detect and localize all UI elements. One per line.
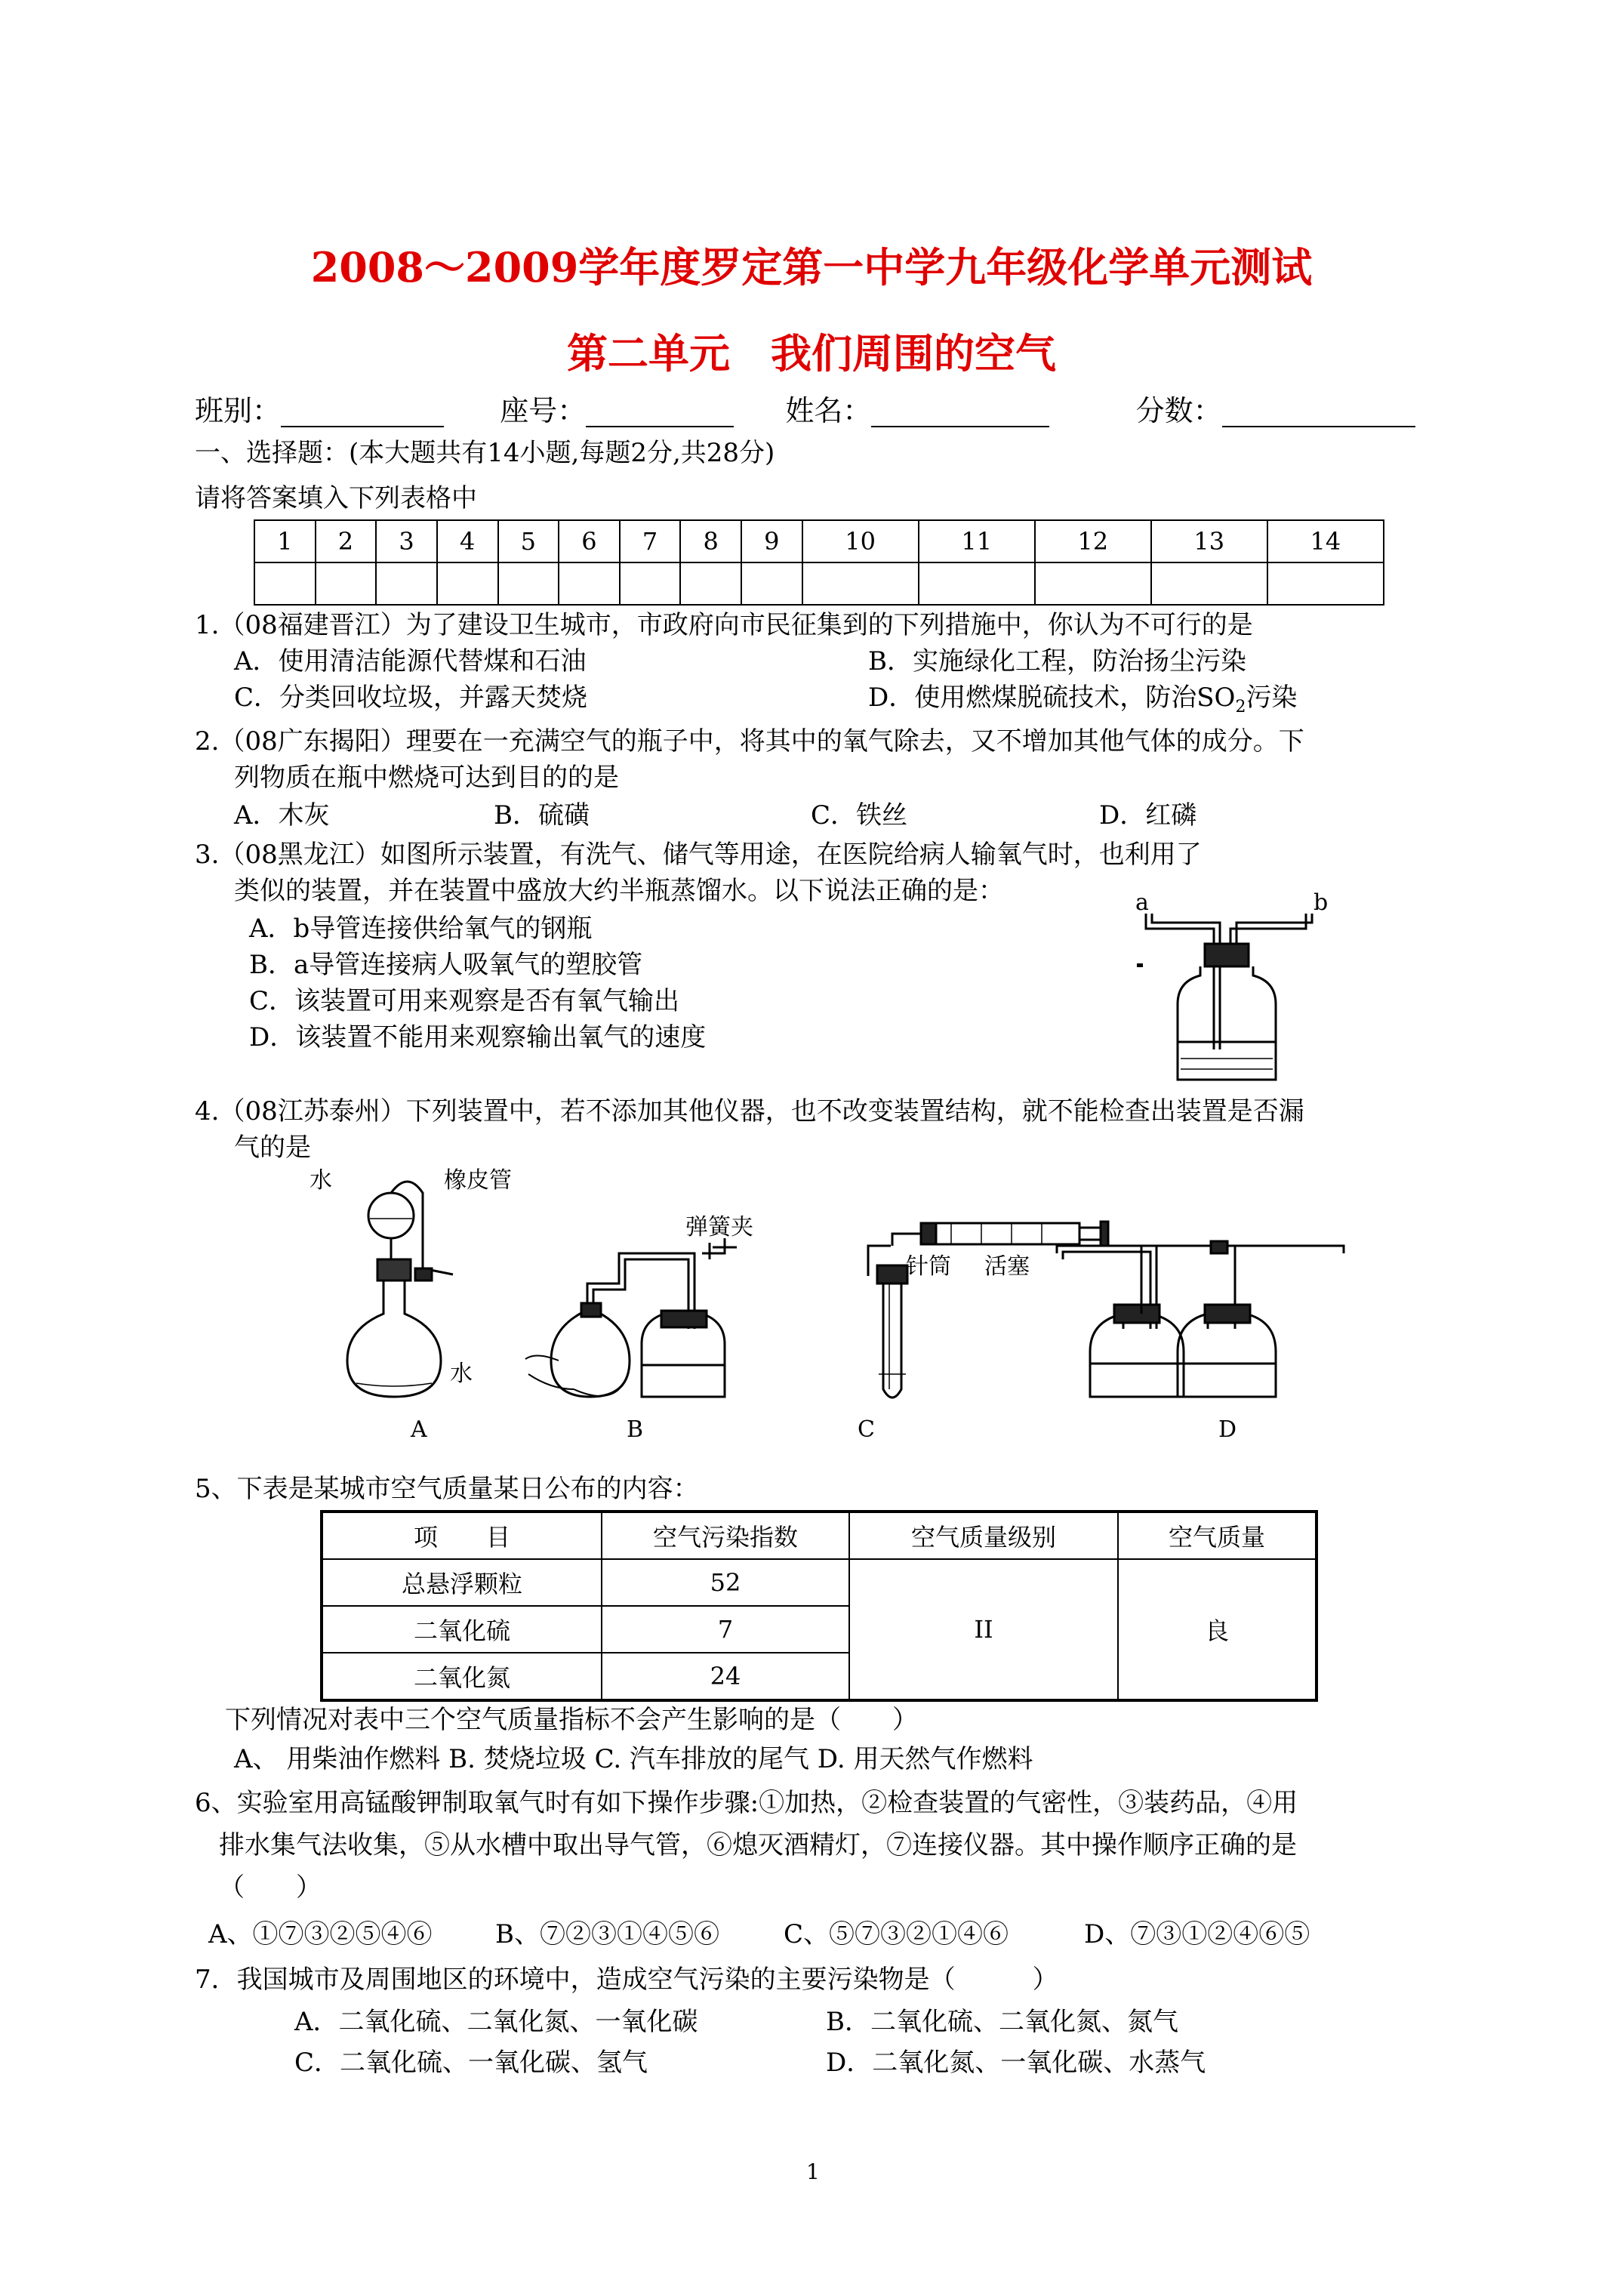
answer-cell[interactable] bbox=[316, 562, 377, 605]
q2-option-c: C．铁丝 bbox=[811, 800, 908, 831]
answer-cell[interactable] bbox=[254, 562, 316, 605]
answer-col: 7 bbox=[620, 520, 681, 562]
aq-index: 24 bbox=[602, 1653, 849, 1700]
q7-stem: 7．我国城市及周围地区的环境中，造成空气污染的主要污染物是（ ） bbox=[195, 1965, 1058, 1995]
name-field[interactable] bbox=[871, 400, 1049, 427]
q3-option-b: B．a导管连接病人吸氧气的塑胶管 bbox=[249, 950, 643, 980]
label-syringe: 针筒 bbox=[906, 1253, 951, 1280]
aq-index: 7 bbox=[602, 1606, 849, 1653]
page-subtitle: 第二单元 我们周围的空气 bbox=[567, 329, 1056, 378]
fig-label-a: a bbox=[1135, 889, 1149, 916]
q3-stem-2: 类似的装置，并在装置中盛放大约半瓶蒸馏水。以下说法正确的是： bbox=[234, 876, 1004, 906]
label-water-top: 水 bbox=[310, 1167, 332, 1194]
answer-input-row bbox=[254, 562, 1384, 605]
aq-level: II bbox=[849, 1559, 1118, 1700]
answer-cell[interactable] bbox=[1035, 562, 1151, 605]
answer-header-row bbox=[254, 520, 1384, 562]
q1-d-text: D．使用燃煤脱硫技术，防治SO bbox=[868, 683, 1236, 713]
answer-col: 2 bbox=[316, 520, 377, 562]
answer-col: 10 bbox=[802, 520, 919, 562]
q7-option-d: D．二氧化氮、一氧化碳、水蒸气 bbox=[826, 2048, 1206, 2078]
label-spring-clip: 弹簧夹 bbox=[685, 1214, 753, 1240]
answer-cell[interactable] bbox=[498, 562, 559, 605]
aq-header: 空气质量 bbox=[1118, 1512, 1317, 1559]
q2-option-a: A．木灰 bbox=[234, 800, 330, 831]
q4-stem-1: 4.（08江苏泰州）下列装置中，若不添加其他仪器，也不改变装置结构，就不能检查出装置是否漏 bbox=[195, 1096, 1304, 1126]
instruction: 请将答案填入下列表格中 bbox=[195, 483, 477, 513]
q3-option-c: C．该装置可用来观察是否有氧气输出 bbox=[249, 986, 680, 1016]
q7-option-b: B．二氧化硫、二氧化氮、氮气 bbox=[826, 2007, 1178, 2037]
option-label-d: D bbox=[1218, 1416, 1237, 1443]
page-title: 2008～2009学年度罗定第一中学九年级化学单元测试 bbox=[310, 243, 1313, 291]
score-label: 分数： bbox=[1135, 394, 1222, 427]
answer-cell[interactable] bbox=[1267, 562, 1384, 605]
aq-header: 项 目 bbox=[322, 1512, 602, 1559]
q3-option-a: A．b导管连接供给氧气的钢瓶 bbox=[249, 914, 593, 944]
q1-d-sub: 2 bbox=[1235, 697, 1246, 717]
answer-col: 1 bbox=[254, 520, 316, 562]
q1-option-a: A．使用清洁能源代替煤和石油 bbox=[234, 646, 587, 676]
q5-stem: 5、下表是某城市空气质量某日公布的内容： bbox=[195, 1474, 699, 1504]
q3-figure bbox=[1125, 891, 1329, 1087]
answer-cell[interactable] bbox=[802, 562, 919, 605]
q6-stem-1: 6、实验室用高锰酸钾制取氧气时有如下操作步骤:①加热，②检查装置的气密性，③装药品，④用 bbox=[195, 1788, 1298, 1818]
answer-cell[interactable] bbox=[919, 562, 1035, 605]
info-line bbox=[195, 394, 1415, 427]
q2-option-d: D．红磷 bbox=[1099, 800, 1197, 831]
q4-stem-2: 气的是 bbox=[234, 1133, 311, 1163]
q6-option-c: C、⑤⑦③②①④⑥ bbox=[784, 1919, 1009, 1949]
option-label-b: B bbox=[627, 1416, 644, 1443]
answer-col: 13 bbox=[1151, 520, 1267, 562]
q2-stem-2: 列物质在瓶中燃烧可达到目的的是 bbox=[234, 763, 619, 793]
answer-cell[interactable] bbox=[437, 562, 498, 605]
q1-option-d bbox=[868, 681, 1297, 724]
answer-table bbox=[254, 519, 1384, 606]
section-heading: 一、选择题：(本大题共有14小题,每题2分,共28分) bbox=[195, 438, 775, 468]
q1-option-c: C．分类回收垃圾，并露天焚烧 bbox=[234, 683, 588, 713]
aq-index: 52 bbox=[602, 1559, 849, 1606]
q3-option-d: D．该装置不能用来观察输出氧气的速度 bbox=[249, 1022, 707, 1052]
label-water-bottom: 水 bbox=[450, 1361, 473, 1387]
aq-item: 二氧化氮 bbox=[322, 1653, 602, 1700]
seat-label: 座号： bbox=[500, 394, 587, 427]
q2-stem-1: 2.（08广东揭阳）理要在一充满空气的瓶子中，将其中的氧气除去，又不增加其他气体的成分。下 bbox=[195, 726, 1304, 757]
answer-col: 6 bbox=[559, 520, 620, 562]
answer-cell[interactable] bbox=[620, 562, 681, 605]
score-field[interactable] bbox=[1222, 400, 1415, 427]
q6-option-b: B、⑦②③①④⑤⑥ bbox=[495, 1919, 719, 1949]
aq-header: 空气污染指数 bbox=[602, 1512, 849, 1559]
answer-col: 3 bbox=[376, 520, 437, 562]
answer-cell[interactable] bbox=[376, 562, 437, 605]
answer-col: 5 bbox=[498, 520, 559, 562]
aq-item: 二氧化硫 bbox=[322, 1606, 602, 1653]
answer-cell[interactable] bbox=[741, 562, 802, 605]
name-label: 姓名： bbox=[785, 394, 872, 427]
answer-col: 8 bbox=[680, 520, 741, 562]
answer-cell[interactable] bbox=[680, 562, 741, 605]
answer-col: 11 bbox=[919, 520, 1035, 562]
q3-stem-1: 3.（08黑龙江）如图所示装置，有洗气、储气等用途，在医院给病人输氧气时，也利用了 bbox=[195, 840, 1202, 870]
label-rubber-tube: 橡皮管 bbox=[444, 1167, 512, 1194]
q5-options: A、 用柴油作燃料 B. 焚烧垃圾 C. 汽车排放的尾气 D. 用天然气作燃料 bbox=[234, 1744, 1033, 1774]
q1-stem: 1.（08福建晋江）为了建设卫生城市，市政府向市民征集到的下列措施中，你认为不可行的是 bbox=[195, 610, 1253, 640]
aq-item: 总悬浮颗粒 bbox=[322, 1559, 602, 1606]
q6-option-d: D、⑦③①②④⑥⑤ bbox=[1084, 1919, 1310, 1949]
q7-option-c: C．二氧化硫、一氧化碳、氢气 bbox=[294, 2048, 648, 2078]
page-number: 1 bbox=[806, 2159, 820, 2184]
seat-field[interactable] bbox=[586, 400, 734, 427]
q5-question: 下列情况对表中三个空气质量指标不会产生影响的是（ ） bbox=[225, 1705, 918, 1735]
option-label-c: C bbox=[858, 1416, 875, 1443]
class-label: 班别： bbox=[195, 394, 282, 427]
answer-cell[interactable] bbox=[559, 562, 620, 605]
q1-d-post: 污染 bbox=[1246, 683, 1298, 713]
air-quality-table bbox=[320, 1510, 1318, 1702]
q6-stem-2: 排水集气法收集，⑤从水槽中取出导气管，⑥熄灭酒精灯，⑦连接仪器。其中操作顺序正确的是 bbox=[219, 1830, 1297, 1860]
answer-col: 12 bbox=[1035, 520, 1151, 562]
answer-col: 4 bbox=[437, 520, 498, 562]
aq-row bbox=[322, 1559, 1317, 1606]
aq-header-row bbox=[322, 1512, 1317, 1559]
wash-bottle-diagram bbox=[1125, 891, 1329, 1087]
label-piston: 活塞 bbox=[984, 1253, 1030, 1280]
q7-option-a: A．二氧化硫、二氧化氮、一氧化碳 bbox=[294, 2007, 698, 2037]
answer-col: 9 bbox=[741, 520, 802, 562]
q6-option-a: A、①⑦③②⑤④⑥ bbox=[208, 1919, 433, 1949]
aq-header: 空气质量级别 bbox=[849, 1512, 1118, 1559]
q6-stem-3: （ ） bbox=[219, 1872, 322, 1903]
aq-quality: 良 bbox=[1118, 1559, 1317, 1700]
option-label-a: A bbox=[411, 1416, 427, 1443]
answer-col: 14 bbox=[1267, 520, 1384, 562]
answer-cell[interactable] bbox=[1151, 562, 1267, 605]
class-field[interactable] bbox=[281, 400, 444, 427]
q2-option-b: B．硫磺 bbox=[494, 800, 590, 831]
q1-option-b: B．实施绿化工程，防治扬尘污染 bbox=[868, 646, 1246, 676]
fig-label-b: b bbox=[1313, 889, 1329, 916]
q4-figure bbox=[302, 1163, 1351, 1450]
